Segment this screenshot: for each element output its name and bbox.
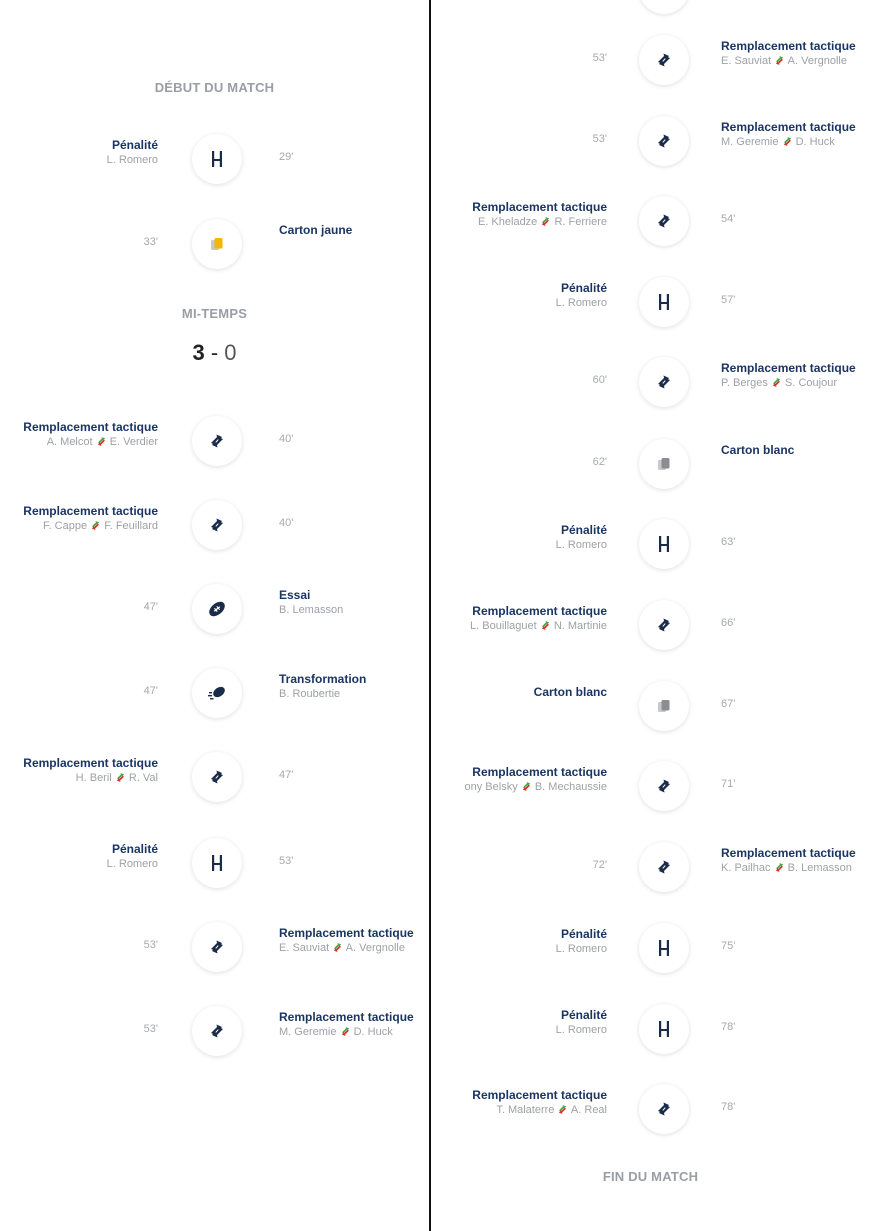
yellow-card-icon	[192, 219, 242, 269]
white-card-icon	[639, 439, 689, 489]
substitution-icon	[639, 357, 689, 407]
event-players	[279, 688, 429, 700]
event-minute: 72'	[592, 859, 607, 871]
event-minute: 60'	[592, 374, 607, 386]
event-title[interactable]: Carton blanc	[721, 443, 795, 457]
substitution-icon	[639, 116, 689, 166]
event-players	[431, 216, 607, 228]
timeline-event	[431, 1081, 870, 1137]
event-players	[0, 436, 158, 448]
event-minute: 71'	[721, 778, 736, 790]
player-name: M. Geremie	[721, 136, 779, 148]
swap-icon	[778, 136, 795, 148]
substitution-icon	[639, 761, 689, 811]
swap-icon	[518, 781, 535, 793]
event-info	[431, 685, 607, 699]
player-name: ony Belsky	[464, 781, 518, 793]
event-title[interactable]: Remplacement tactique	[721, 846, 856, 860]
event-title[interactable]: Remplacement tactique	[279, 926, 414, 940]
event-minute: 78'	[721, 1101, 736, 1113]
player-name: D. Huck	[353, 1026, 393, 1038]
player-name: F. Cappe	[43, 520, 88, 532]
player-name: L. Romero	[555, 539, 607, 551]
match-start-label: DÉBUT DU MATCH	[154, 80, 275, 95]
event-title[interactable]: Pénalité	[111, 138, 158, 152]
event-minute: 66'	[721, 617, 736, 629]
white-card-icon	[639, 681, 689, 731]
timeline-event	[431, 1001, 870, 1057]
half-time-label: MI-TEMPS	[181, 306, 248, 321]
event-players	[0, 154, 158, 166]
timeline-event	[431, 274, 870, 330]
event-players	[431, 943, 607, 955]
timeline-event	[431, 839, 870, 895]
event-minute: 54'	[721, 213, 736, 225]
substitution-icon	[639, 35, 689, 85]
substitution-icon	[192, 752, 242, 802]
event-minute: 33'	[143, 236, 158, 248]
event-title[interactable]: Remplacement tactique	[23, 504, 158, 518]
substitution-icon	[639, 1084, 689, 1134]
event-title[interactable]: Remplacement tactique	[721, 120, 856, 134]
player-name: A. Vergnolle	[787, 55, 847, 67]
event-title[interactable]: Carton jaune	[279, 223, 353, 237]
event-minute: 29'	[279, 151, 294, 163]
event-minute: 53'	[279, 855, 294, 867]
event-info	[431, 1088, 607, 1116]
swap-icon	[87, 520, 104, 532]
event-info	[279, 672, 429, 700]
event-info	[721, 361, 870, 389]
timeline-event	[0, 131, 429, 187]
timeline-event	[0, 1003, 429, 1059]
event-minute: 40'	[279, 433, 294, 445]
event-minute: 53'	[143, 939, 158, 951]
event-players	[431, 539, 607, 551]
event-minute: 63'	[721, 536, 736, 548]
goalposts-icon	[639, 277, 689, 327]
player-name: K. Pailhac	[721, 862, 771, 874]
timeline-event	[0, 581, 429, 637]
event-minute: 40'	[279, 517, 294, 529]
timeline-event	[431, 113, 870, 169]
event-players	[279, 942, 429, 954]
event-info	[431, 604, 607, 632]
event-info	[431, 765, 607, 793]
event-info	[431, 200, 607, 228]
event-info	[0, 756, 158, 784]
event-players	[0, 520, 158, 532]
score-away: 0	[224, 340, 237, 365]
swap-icon	[771, 862, 788, 874]
player-name: P. Berges	[721, 377, 768, 389]
swap-icon	[771, 55, 788, 67]
event-minute: 53'	[143, 1023, 158, 1035]
event-info	[279, 1010, 429, 1038]
event-title[interactable]: Remplacement tactique	[279, 1010, 414, 1024]
player-name: T. Malaterre	[496, 1104, 555, 1116]
timeline-event	[0, 665, 429, 721]
player-name: L. Romero	[555, 297, 607, 309]
goalposts-icon	[192, 838, 242, 888]
event-title[interactable]: Remplacement tactique	[472, 765, 607, 779]
event-title[interactable]: Remplacement tactique	[23, 756, 158, 770]
swap-icon	[537, 216, 554, 228]
event-minute: 47'	[143, 685, 158, 697]
event-minute: 53'	[592, 52, 607, 64]
player-name: F. Feuillard	[104, 520, 158, 532]
goalposts-icon	[639, 923, 689, 973]
event-title[interactable]: Essai	[279, 588, 311, 602]
event-info	[279, 223, 429, 237]
event-minute: 67'	[721, 698, 736, 710]
event-title[interactable]: Remplacement tactique	[472, 604, 607, 618]
event-minute: 78'	[721, 1021, 736, 1033]
player-name: H. Beril	[75, 772, 112, 784]
player-name: E. Verdier	[109, 436, 158, 448]
event-players	[431, 1104, 607, 1116]
substitution-icon	[192, 1006, 242, 1056]
event-players	[721, 862, 870, 874]
event-info	[721, 443, 870, 457]
timeline-event	[431, 678, 870, 734]
event-minute: 62'	[592, 456, 607, 468]
event-minute: 75'	[721, 940, 736, 952]
event-title[interactable]: Pénalité	[560, 1008, 607, 1022]
swap-icon	[537, 620, 554, 632]
event-title[interactable]: Pénalité	[560, 281, 607, 295]
player-name: R. Ferriere	[554, 216, 607, 228]
event-info	[279, 588, 429, 616]
timeline-event	[431, 354, 870, 410]
player-name: L. Romero	[106, 858, 158, 870]
timeline-event	[431, 758, 870, 814]
score-separator: -	[210, 340, 219, 365]
event-title[interactable]: Pénalité	[111, 842, 158, 856]
player-name: N. Martinie	[553, 620, 607, 632]
event-minute: 53'	[592, 133, 607, 145]
timeline-event	[0, 216, 429, 272]
timeline-event	[0, 497, 429, 553]
event-info	[0, 138, 158, 166]
timeline-column-left	[0, 0, 429, 1231]
event-info	[279, 926, 429, 954]
event-players	[431, 620, 607, 632]
player-name: B. Lemasson	[279, 604, 344, 616]
player-name: E. Sauviat	[721, 55, 772, 67]
event-players	[431, 297, 607, 309]
event-title[interactable]: Pénalité	[560, 523, 607, 537]
timeline-event	[431, 193, 870, 249]
event-players	[431, 781, 607, 793]
event-title[interactable]: Remplacement tactique	[472, 200, 607, 214]
timeline-event	[431, 32, 870, 88]
substitution-icon	[639, 842, 689, 892]
event-players	[721, 55, 870, 67]
swap-icon	[336, 1026, 353, 1038]
event-info	[0, 842, 158, 870]
partial-event-icon	[639, 0, 689, 14]
event-players	[721, 136, 870, 148]
event-players	[0, 858, 158, 870]
event-minute: 47'	[279, 769, 294, 781]
event-info	[431, 281, 607, 309]
swap-icon	[93, 436, 110, 448]
timeline-event	[431, 436, 870, 492]
substitution-icon	[192, 416, 242, 466]
timeline-event	[431, 516, 870, 572]
timeline-event	[431, 920, 870, 976]
rugby-ball-icon	[192, 584, 242, 634]
timeline-event	[0, 835, 429, 891]
player-name: L. Romero	[106, 154, 158, 166]
event-title[interactable]: Remplacement tactique	[23, 420, 158, 434]
substitution-icon	[639, 196, 689, 246]
timeline-event	[0, 413, 429, 469]
event-title[interactable]: Carton blanc	[533, 685, 607, 699]
event-info	[721, 39, 870, 67]
swap-icon	[329, 942, 346, 954]
event-info	[431, 927, 607, 955]
kicked-ball-icon	[192, 668, 242, 718]
event-players	[721, 377, 870, 389]
substitution-icon	[192, 500, 242, 550]
event-minute: 47'	[143, 601, 158, 613]
player-name: B. Roubertie	[279, 688, 341, 700]
player-name: S. Coujour	[785, 377, 837, 389]
player-name: L. Romero	[555, 943, 607, 955]
timeline-event	[431, 597, 870, 653]
event-info	[721, 120, 870, 148]
substitution-icon	[639, 600, 689, 650]
event-title[interactable]: Transformation	[279, 672, 367, 686]
goalposts-icon	[639, 1004, 689, 1054]
event-info	[0, 420, 158, 448]
score-home: 3	[192, 340, 205, 365]
player-name: L. Bouillaguet	[470, 620, 537, 632]
event-title[interactable]: Pénalité	[560, 927, 607, 941]
event-title[interactable]: Remplacement tactique	[721, 361, 856, 375]
player-name: L. Romero	[555, 1024, 607, 1036]
event-title[interactable]: Remplacement tactique	[472, 1088, 607, 1102]
event-info	[0, 504, 158, 532]
player-name: B. Mechaussie	[534, 781, 607, 793]
event-title[interactable]: Remplacement tactique	[721, 39, 856, 53]
player-name: A. Vergnolle	[345, 942, 405, 954]
goalposts-icon	[192, 134, 242, 184]
swap-icon	[768, 377, 785, 389]
event-players	[279, 1026, 429, 1038]
event-players	[279, 604, 429, 616]
event-info	[721, 846, 870, 874]
player-name: A. Melcot	[46, 436, 93, 448]
goalposts-icon	[639, 519, 689, 569]
event-players	[0, 772, 158, 784]
event-info	[431, 1008, 607, 1036]
player-name: M. Geremie	[279, 1026, 337, 1038]
player-name: R. Val	[128, 772, 158, 784]
event-players	[431, 1024, 607, 1036]
half-time-score	[0, 340, 429, 366]
player-name: E. Sauviat	[279, 942, 330, 954]
swap-icon	[554, 1104, 571, 1116]
timeline-event	[0, 919, 429, 975]
event-info	[431, 523, 607, 551]
match-end-label: FIN DU MATCH	[602, 1169, 699, 1184]
event-minute: 57'	[721, 294, 736, 306]
timeline-column-right	[431, 0, 870, 1231]
player-name: B. Lemasson	[787, 862, 852, 874]
substitution-icon	[192, 922, 242, 972]
swap-icon	[112, 772, 129, 784]
player-name: D. Huck	[795, 136, 835, 148]
timeline-event	[0, 749, 429, 805]
player-name: E. Kheladze	[477, 216, 538, 228]
player-name: A. Real	[570, 1104, 607, 1116]
